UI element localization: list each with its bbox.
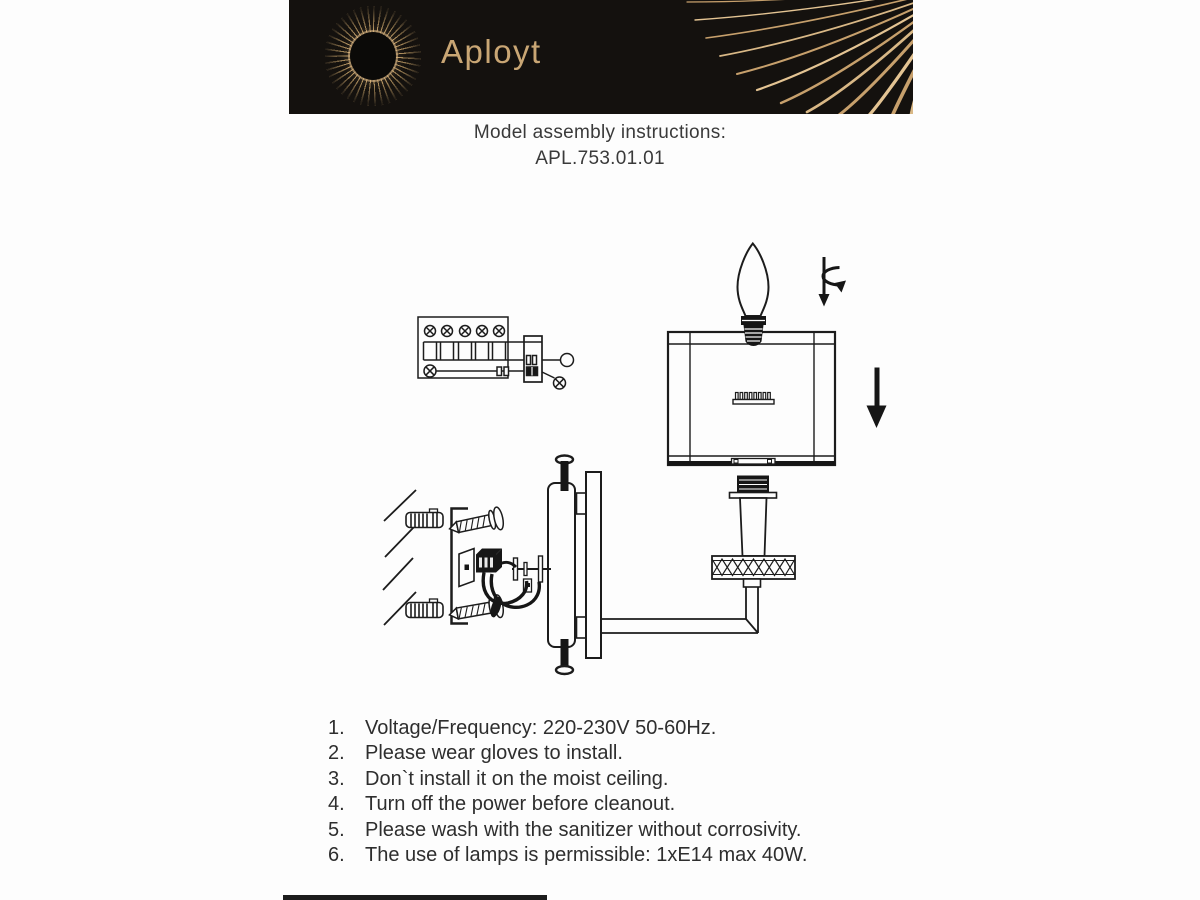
instruction-item [328,741,948,766]
item-text: Voltage/Frequency: 220-230V 50-60Hz. [365,717,717,739]
lamp-backplate [586,472,601,658]
item-number: 6. [328,844,345,867]
item-text: The use of lamps is permissible: 1xE14 max 40W. [365,844,808,867]
instruction-item [328,843,948,868]
wiring-schematic [418,317,574,389]
lamp-symbol-row [425,326,505,337]
item-text: Don`t install it on the moist ceiling. [365,767,669,790]
screw [447,506,505,540]
knurled-ring [712,556,795,579]
mounting-plate [548,483,575,647]
lamp-socket [712,476,795,588]
wall-anchor [406,509,443,528]
rotation-arrow-icon [819,257,847,307]
item-text: Please wash with the sanitizer without corrosivity. [365,818,802,841]
down-arrow-icon [867,368,887,429]
item-text: Turn off the power before cleanout. [365,793,676,816]
wall-mounting-detail [383,456,758,675]
terminal-block [524,336,542,382]
lampshade [668,332,835,466]
item-number: 1. [328,717,345,739]
sheet-title: Model assembly instructions: [473,122,727,143]
item-number: 5. [328,818,345,841]
item-number: 4. [328,793,345,816]
wall-anchor [406,599,443,618]
item-number: 3. [328,767,345,790]
instruction-item [328,792,948,817]
instruction-item [328,818,948,843]
instruction-item [328,767,948,792]
item-number: 2. [328,742,345,765]
bottom-banner-edge [283,895,547,900]
item-text: Please wear gloves to install. [365,742,623,765]
lamp-symbol [554,377,566,389]
brand-name: Aployt [441,33,542,70]
lamp-symbol [424,365,436,377]
model-number: APL.753.01.01 [535,148,665,169]
instruction-item [328,716,948,741]
lamp-arm [601,587,758,633]
instructions-list [328,716,948,868]
bulb [738,244,769,347]
